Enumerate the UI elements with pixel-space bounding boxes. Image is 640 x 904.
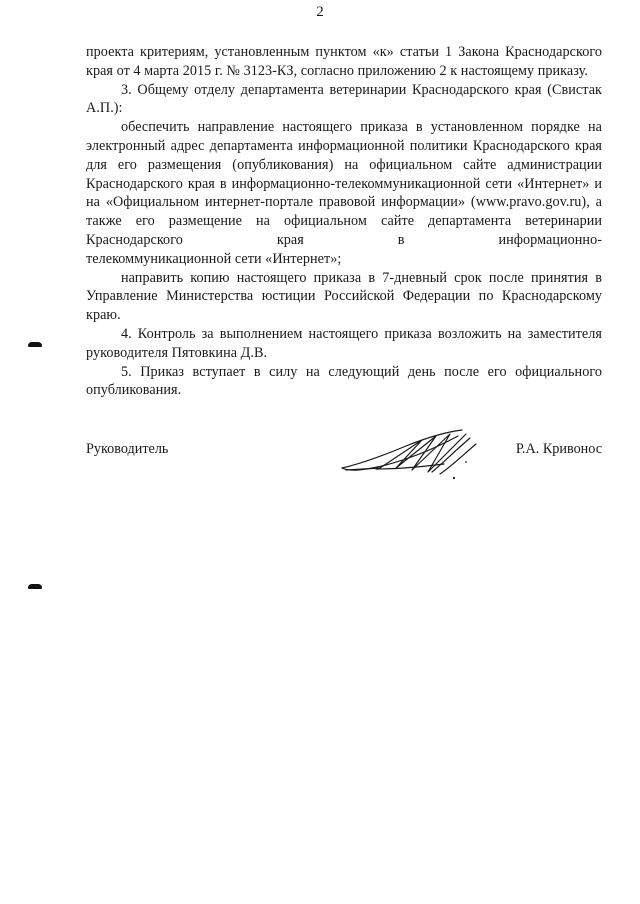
- signature-block: [86, 424, 602, 484]
- binding-hole-mark-bottom: [28, 584, 42, 589]
- binding-hole-mark-top: [28, 342, 42, 347]
- signatory-title: Руководитель: [86, 441, 169, 457]
- handwritten-signature: [336, 424, 496, 484]
- paragraph-publication-duty: обеспечить направление настоящего приказа в установленном порядке на электронный адрес департамента информационной политики Краснодарского края для его размещения (опубликования) на официальном сайте администрации Краснодарского края в информационно-телекоммуникационной сети «Интернет» и на «Официальном интернет-портале правовой информации» (www.pravo.gov.ru), а также его размещение на официальном сайте департамента ветеринарии Краснодарского края в информационно-: [86, 119, 602, 248]
- paragraph-publication-duty-end: телекоммуникационной сети «Интернет»;: [86, 250, 342, 267]
- paragraph-item-5: 5. Приказ вступает в силу на следующий день после его официального опубликования.: [86, 363, 602, 399]
- document-body: [86, 43, 602, 400]
- page-number: 2: [316, 4, 324, 20]
- signatory-name: Р.А. Кривонос: [515, 441, 602, 457]
- paragraph-item-4: 4. Контроль за выполнением настоящего приказа возложить на заместителя руководителя Пятовкина Д.В.: [86, 325, 602, 361]
- paragraph-copy-to-ministry: направить копию настоящего приказа в 7-дневный срок после принятия в Управление Министерства юстиции Российской Федерации по Краснодарскому краю.: [86, 269, 602, 324]
- paragraph-criteria-continuation: проекта критериям, установленным пунктом «к» статьи 1 Закона Краснодарского края от 4 марта 2015 г. № 3123-КЗ, согласно приложению 2 к настоящему приказу.: [86, 44, 602, 79]
- paragraph-item-3: 3. Общему отделу департамента ветеринарии Краснодарского края (Свистак А.П.):: [86, 81, 602, 117]
